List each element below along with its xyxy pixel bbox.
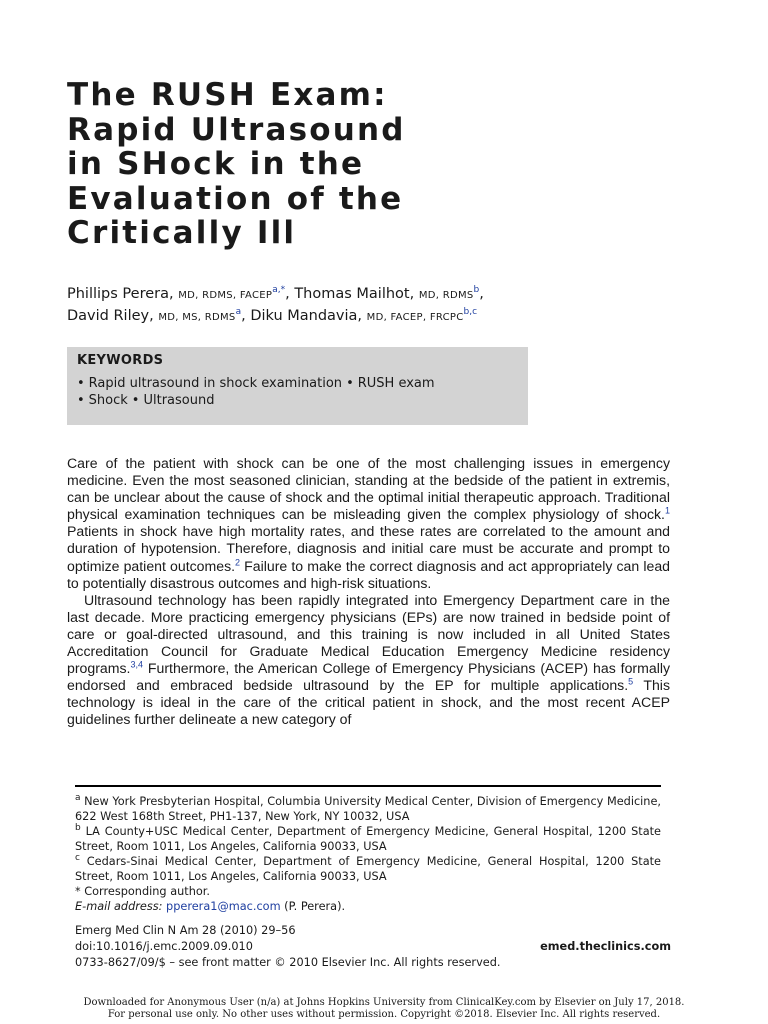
article-title bbox=[67, 78, 527, 251]
paragraph-text: Failure to make the correct diagnosis and act appropriately can lead to potentially disastrous outcomes and high-risk situations. bbox=[67, 557, 670, 591]
bullet-icon: • bbox=[77, 393, 85, 408]
author-line bbox=[67, 306, 707, 328]
author-name: Diku Mandavia, bbox=[250, 308, 363, 324]
title-line: Critically Ill bbox=[67, 215, 297, 251]
affiliation-item bbox=[75, 824, 661, 854]
email-line bbox=[75, 899, 661, 914]
title-line: in SHock in the bbox=[67, 146, 365, 182]
keyword: Ultrasound bbox=[143, 393, 215, 408]
affiliation-marker: c bbox=[75, 853, 80, 864]
paragraph-text: Care of the patient with shock can be one of the most challenging issues in emergency medicine. Even the most seasoned clinician, standing at the bedside of the patient in extremis, can be unclear about the cause of shock and the optimal initial therapeutic approach. Traditional physical examination techniques can be misleading given the complex physiology of shock. bbox=[67, 455, 670, 523]
email-link[interactable]: pperera1@mac.com bbox=[166, 900, 281, 913]
paragraph-text: Furthermore, the American College of Emergency Physicians (ACEP) has formally endorsed and embraced bedside ultrasound by the EP for multiple applications. bbox=[67, 660, 670, 694]
body-paragraph bbox=[67, 455, 670, 592]
journal-info bbox=[75, 923, 671, 971]
affiliation-item bbox=[75, 794, 661, 824]
article-body bbox=[67, 455, 670, 729]
journal-row bbox=[75, 939, 671, 955]
author-name: Phillips Perera, bbox=[67, 286, 174, 302]
affiliation-text: Cedars-Sinai Medical Center, Department of Emergency Medicine, General Hospital, 1200 State Street, Room 1011, Los Angeles, California 90033, USA bbox=[75, 855, 661, 883]
keyword: Rapid ultrasound in shock examination bbox=[88, 376, 343, 391]
journal-row bbox=[75, 955, 671, 971]
author-affiliation-link[interactable]: a,* bbox=[272, 285, 286, 296]
author-affiliation-link[interactable]: b bbox=[473, 285, 480, 296]
reference-link[interactable]: 1 bbox=[664, 505, 670, 516]
corresponding-author: * Corresponding author. bbox=[75, 885, 210, 898]
keywords-line bbox=[77, 392, 518, 409]
author-line bbox=[67, 284, 707, 306]
keywords-heading: KEYWORDS bbox=[77, 353, 164, 368]
reference-link[interactable]: 5 bbox=[628, 676, 634, 687]
author-affiliation-link[interactable]: a bbox=[235, 307, 242, 318]
affiliation-marker: b bbox=[75, 823, 81, 834]
paragraph-text: Patients in shock have high mortality rates, and these rates are correlated to the amount and duration of hypotension. Therefore, diagnosis and initial care must be accurate and prompt to optimize patient outcomes. bbox=[67, 523, 670, 574]
keywords-line bbox=[77, 375, 518, 392]
affiliations bbox=[75, 794, 661, 914]
bullet-icon: • bbox=[77, 376, 85, 391]
reference-link[interactable]: 2 bbox=[235, 556, 241, 567]
author-name: Thomas Mailhot, bbox=[294, 286, 415, 302]
author-list bbox=[67, 284, 707, 328]
keyword: RUSH exam bbox=[357, 376, 435, 391]
keywords-box bbox=[67, 347, 528, 425]
affiliation-marker: a bbox=[75, 793, 81, 804]
paragraph-text: This technology is ideal in the care of the critical patient in shock, and the most recent ACEP guidelines further delineate a new category of bbox=[67, 677, 670, 728]
bullet-icon: • bbox=[346, 376, 354, 391]
author-degrees: MD, FACEP, FRCPC bbox=[366, 312, 464, 323]
reference-link[interactable]: 3,4 bbox=[130, 659, 143, 670]
keyword: Shock bbox=[88, 393, 128, 408]
author-name: David Riley, bbox=[67, 308, 154, 324]
bullet-icon: • bbox=[131, 393, 140, 408]
doi[interactable]: doi:10.1016/j.emc.2009.09.010 bbox=[75, 940, 253, 953]
body-paragraph bbox=[67, 592, 670, 729]
title-line: Evaluation of the bbox=[67, 180, 404, 217]
author-degrees: MD, MS, RDMS bbox=[158, 312, 236, 323]
footnote-divider bbox=[75, 785, 661, 787]
affiliation-text: LA County+USC Medical Center, Department of Emergency Medicine, General Hospital, 1200 State Street, Room 1011, Los Angeles, California 90033, USA bbox=[75, 825, 661, 853]
affiliation-item bbox=[75, 854, 661, 884]
footer-line: For personal use only. No other uses without permission. Copyright ©2018. Elsevier Inc. All rights reserved. bbox=[107, 1009, 661, 1020]
journal-row bbox=[75, 923, 671, 939]
paragraph-text: Ultrasound technology has been rapidly integrated into Emergency Department care in the last decade. More practicing emergency physicians (EPs) are now trained in bedside point of care or goal-directed ultrasound, and this training is now included in all United States Accreditation Council for Graduate Medical Education Emergency Medicine residency programs. bbox=[67, 591, 670, 677]
email-owner: (P. Perera). bbox=[280, 900, 346, 913]
author-separator: , bbox=[241, 308, 246, 324]
title-line: Rapid Ultrasound bbox=[67, 111, 406, 148]
title-line: The RUSH Exam: bbox=[67, 77, 388, 113]
journal-citation: Emerg Med Clin N Am 28 (2010) 29–56 bbox=[75, 924, 296, 937]
affiliation-text: New York Presbyterian Hospital, Columbia University Medical Center, Division of Emergency Medicine, 622 West 168th Street, PH1-137, New York, NY 10032, USA bbox=[75, 795, 662, 823]
author-degrees: MD, RDMS, FACEP bbox=[178, 290, 273, 301]
copyright-line: 0733-8627/09/$ – see front matter © 2010 Elsevier Inc. All rights reserved. bbox=[75, 956, 501, 969]
email-label: E-mail address: bbox=[75, 900, 163, 913]
journal-site-link[interactable]: emed.theclinics.com bbox=[540, 940, 671, 953]
author-affiliation-link[interactable]: b,c bbox=[463, 307, 478, 318]
footer-line: Downloaded for Anonymous User (n/a) at Johns Hopkins University from ClinicalKey.com by Elsevier on July 17, 2018. bbox=[83, 997, 685, 1008]
author-separator: , bbox=[285, 286, 290, 302]
download-footer bbox=[0, 997, 768, 1021]
author-degrees: MD, RDMS bbox=[418, 290, 474, 301]
author-separator: , bbox=[479, 286, 484, 302]
